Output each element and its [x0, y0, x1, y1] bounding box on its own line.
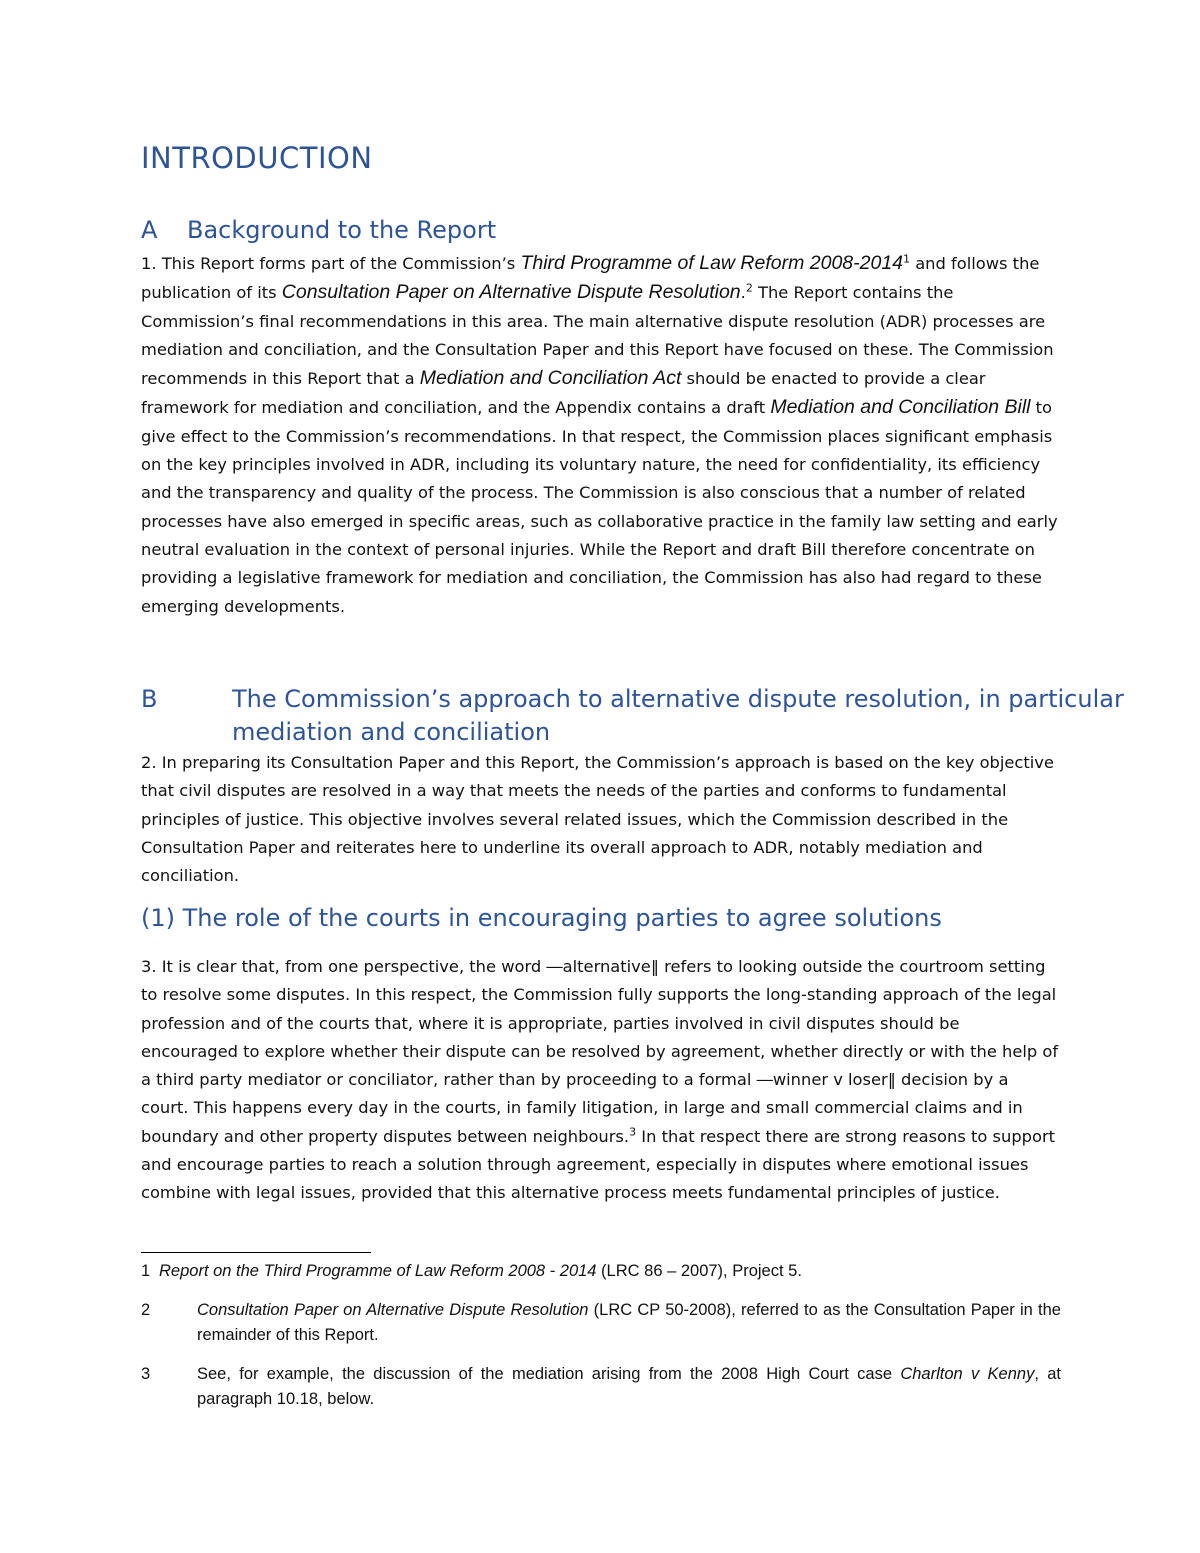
- paragraph-1: [141, 249, 1061, 621]
- footnote-2: [141, 1298, 1061, 1348]
- section-a-letter: A: [141, 216, 158, 244]
- footnote-text: [197, 1298, 1061, 1348]
- paragraph-text: .: [740, 283, 746, 303]
- paragraph-text: and follows the publication of its: [141, 254, 1040, 303]
- footnote-1: [141, 1259, 1061, 1284]
- section-b-title: The Commission’s approach to alternative dispute resolution, in particular mediation and conciliation: [232, 685, 1124, 746]
- footnote-ref[interactable]: 3: [629, 1125, 637, 1139]
- paragraph-text: This Report forms part of the Commission’s: [156, 254, 521, 273]
- footnote-rest: See, for example, the discussion of the mediation arising from the 2008 High Court case: [197, 1365, 901, 1383]
- footnote-text: [197, 1362, 1061, 1412]
- section-b-letter: B: [141, 685, 158, 713]
- paragraph-number: 1.: [141, 254, 157, 273]
- footnote-3: [141, 1362, 1061, 1412]
- paragraph-text: In preparing its Consultation Paper and this Report, the Commission’s approach is based on the key objective that civil disputes are resolved in a way that meets the needs of the parties and conforms to fundamental principles of justice. This objective involves several related issues, which the Commission described in the Consultation Paper and reiterates here to underline its overall approach to ADR, notably mediation and conciliation.: [141, 753, 1054, 886]
- footnote-number: 3: [141, 1365, 151, 1383]
- footnote-rest: , at paragraph 10.18, below.: [197, 1365, 1061, 1408]
- italic-title: Third Programme of Law Reform 2008-2014: [520, 252, 904, 274]
- paragraph-3: [141, 953, 1061, 1208]
- footnote-italic: Charlton v Kenny: [900, 1365, 1035, 1383]
- section-b-heading: [141, 683, 1200, 749]
- footnote-rest: (LRC CP 50-2008), referred to as the Consultation Paper in the remainder of this Report.: [197, 1301, 1061, 1344]
- footnote-separator: [141, 1252, 371, 1253]
- italic-title: Mediation and Conciliation Bill: [770, 396, 1031, 419]
- footnote-number: 1: [141, 1262, 151, 1280]
- paragraph-number: 3.: [141, 957, 157, 976]
- chapter-title: INTRODUCTION: [141, 141, 373, 175]
- italic-title: Mediation and Conciliation Act: [419, 367, 682, 390]
- footnote-ref[interactable]: 1: [903, 252, 911, 266]
- footnote-ref[interactable]: 2: [745, 281, 753, 295]
- subsection-1-heading: (1) The role of the courts in encouraging parties to agree solutions: [141, 904, 942, 932]
- paragraph-text: to give effect to the Commission’s recommendations. In that respect, the Commission places significant emphasis on the key principles involved in ADR, including its voluntary nature, the need for confidentiality, its efficiency and the transparency and quality of the process. The Commission is also conscious that a number of related processes have also emerged in specific areas, such as collaborative practice in the family law setting and early neutral evaluation in the context of personal injuries. While the Report and draft Bill therefore concentrate on providing a legislative framework for mediation and conciliation, the Commission has also had regard to these emerging developments.: [141, 398, 1058, 616]
- footnote-number: 2: [141, 1301, 151, 1319]
- paragraph-text: The Report contains the Commission’s final recommendations in this area. The main alternative dispute resolution (ADR) processes are mediation and conciliation, and the Consultation Paper and this Report have focused on these. The Commission recommends in this Report that a: [141, 283, 1054, 389]
- italic-title: Consultation Paper on Alternative Dispute Resolution: [281, 281, 741, 304]
- paragraph-2: [141, 749, 1061, 890]
- footnote-rest: (LRC 86 – 2007), Project 5.: [596, 1262, 802, 1280]
- paragraph-text: It is clear that, from one perspective, the word ―alternative‖ refers to looking outside the courtroom setting to resolve some disputes. In this respect, the Commission fully supports the long-standing approach of the legal profession and of the courts that, where it is appropriate, parties involved in civil disputes should be encouraged to explore whether their dispute can be resolved by agreement, whether directly or with the help of a third party mediator or conciliator, rather than by proceeding to a formal ―winner v loser‖ decision by a court. This happens every day in the courts, in family litigation, in large and small commercial claims and in boundary and other property disputes between neighbours.: [141, 957, 1059, 1146]
- footnote-italic: Consultation Paper on Alternative Dispute Resolution: [197, 1301, 589, 1319]
- section-a-heading: [141, 216, 496, 244]
- section-a-title: Background to the Report: [187, 216, 497, 244]
- paragraph-text: should be enacted to provide a clear framework for mediation and conciliation, and the Appendix contains a draft: [141, 369, 986, 418]
- footnote-italic: Report on the Third Programme of Law Reform 2008 - 2014: [159, 1262, 597, 1280]
- footnote-text: [159, 1259, 1061, 1284]
- paragraph-number: 2.: [141, 753, 157, 772]
- paragraph-text: In that respect there are strong reasons to support and encourage parties to reach a solution through agreement, especially in disputes where emotional issues combine with legal issues, provided that this alternative process meets fundamental principles of justice.: [141, 1126, 1056, 1203]
